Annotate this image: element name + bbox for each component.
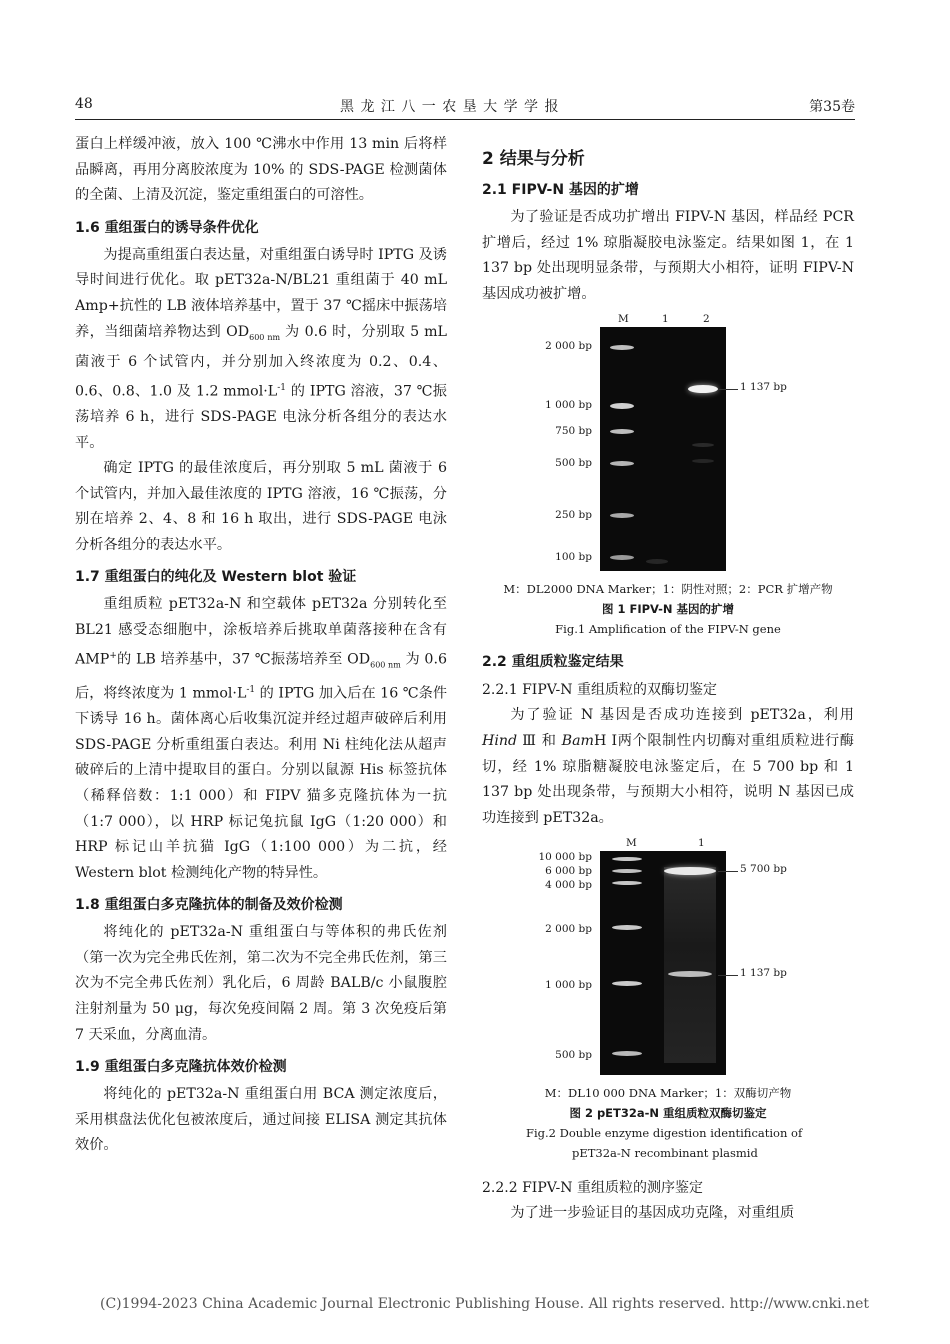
paragraph-continued: 蛋白上样缓冲液，放入 100 ℃沸水中作用 13 min 后将样品瞬离，再用分离胶浓度为 10% 的 SDS-PAGE 检测菌体的全菌、上清及沉淀，鉴定重组蛋白的可溶性。 [75, 136, 447, 204]
section-1-9-heading: 1.9 重组蛋白多克隆抗体效价检测 [75, 1059, 287, 1076]
fig1-lane-m: M [618, 313, 629, 326]
fig1-lane-2: 2 [703, 313, 710, 326]
fig1-gel-image [600, 327, 726, 571]
fig2-marker-10000: 10 000 bp [538, 851, 592, 864]
fig1-marker-1000: 1 000 bp [545, 399, 592, 412]
fig2-marker-500: 500 bp [555, 1049, 592, 1062]
right-column [482, 132, 854, 1227]
figure-2-title-en-line2: pET32a-N recombinant plasmid [572, 1146, 758, 1161]
section-1-8-heading: 1.8 重组蛋白多克隆抗体的制备及效价检测 [75, 897, 343, 914]
fig1-marker-250: 250 bp [555, 509, 592, 522]
section-2-2-2-paragraph: 为了进一步验证目的基因成功克隆，对重组质 [510, 1205, 795, 1222]
figure-2-legend: M：DL10 000 DNA Marker；1：双酶切产物 [544, 1086, 792, 1101]
fig2-lane-m: M [626, 837, 637, 850]
fig2-marker-2000: 2 000 bp [545, 923, 592, 936]
journal-title: 黑 龙 江 八 一 农 垦 大 学 学 报 [340, 99, 560, 115]
section-2-2-1-heading: 2.2.1 FIPV-N 重组质粒的双酶切鉴定 [482, 682, 717, 699]
figure-2-gel [482, 837, 854, 1079]
fig1-band-label: 1 137 bp [740, 381, 787, 394]
figure-2-title-cn: 图 2 pET32a-N 重组质粒双酶切鉴定 [569, 1106, 767, 1121]
fig2-marker-1000: 1 000 bp [545, 979, 592, 992]
section-2-1-heading: 2.1 FIPV-N 基因的扩增 [482, 182, 639, 198]
figure-1-gel [482, 313, 854, 575]
copyright-footer: (C)1994-2023 China Academic Journal Electronic Publishing House. All rights reserved. http://www.cnki.net [100, 1296, 870, 1312]
fig1-band-pointer [718, 389, 738, 390]
fig2-lane-1: 1 [698, 837, 705, 850]
fig1-marker-500: 500 bp [555, 457, 592, 470]
section-1-6-paragraph-1: 为提高重组蛋白表达量，对重组蛋白诱导时 IPTG 及诱导时间进行优化。取 pET32a-N/BL21 重组菌于 40 mL Amp+抗性的 LB 液体培养基中，置于 37 ℃摇床中振荡培养，当细菌培养物达到 $OD_{600 nm}$ 为 0.6 时，分别取 5 mL 菌液于 6 个试管内，并分别加入终浓度为 0.2、0.4、0.6、0.8、1.0 及 1.2 $mmol\cdot L^{-1}$ 的 IPTG 溶液，37 ℃振荡培养 6 h，进行 SDS-PAGE 电泳分析各组分的表达水平。 [75, 246, 447, 451]
section-1-8-paragraph: 将纯化的 pET32a-N 重组蛋白与等体积的弗氏佐剂（第一次为完全弗氏佐剂，第二次为不完全弗氏佐剂，第三次为不完全弗氏佐剂）乳化后，6 周龄 BALB/c 小鼠腹腔注射剂量为 50 μg，每次免疫间隔 2 周。第 3 次免疫后第 7 天采血，分离血清。 [75, 924, 447, 1043]
section-2-2-2-heading: 2.2.2 FIPV-N 重组质粒的测序鉴定 [482, 1180, 703, 1197]
fig2-marker-6000: 6 000 bp [545, 865, 592, 878]
section-2-heading: 2 结果与分析 [482, 149, 585, 169]
fig2-gel-image [600, 851, 726, 1075]
figure-2-title-en-line1: Fig.2 Double enzyme digestion identification of [526, 1126, 803, 1141]
figure-1-legend: M：DL2000 DNA Marker；1：阴性对照；2：PCR 扩增产物 [503, 582, 833, 597]
fig2-band-label-1: 5 700 bp [740, 863, 787, 876]
section-2-2-heading: 2.2 重组质粒鉴定结果 [482, 654, 624, 671]
section-1-7-heading: 1.7 重组蛋白的纯化及 Western blot 验证 [75, 569, 357, 586]
volume-number: 第35卷 [809, 99, 855, 115]
figure-1-title-cn: 图 1 FIPV-N 基因的扩增 [601, 602, 735, 617]
fig2-band-pointer-2 [718, 975, 738, 976]
fig1-marker-750: 750 bp [555, 425, 592, 438]
fig2-marker-4000: 4 000 bp [545, 879, 592, 892]
fig2-band-label-2: 1 137 bp [740, 967, 787, 980]
fig1-marker-100: 100 bp [555, 551, 592, 564]
section-2-1-paragraph: 为了验证是否成功扩增出 FIPV-N 基因，样品经 PCR 扩增后，经过 1% 琼脂凝胶电泳鉴定。结果如图 1，在 1 137 bp 处出现明显条带，与预期大小相符，证明 FIPV-N 基因成功被扩增。 [482, 209, 854, 302]
figure-1-title-en: Fig.1 Amplification of the FIPV-N gene [555, 622, 781, 637]
section-1-9-paragraph: 将纯化的 pET32a-N 重组蛋白用 BCA 测定浓度后，采用棋盘法优化包被浓度后，通过间接 ELISA 测定其抗体效价。 [75, 1086, 447, 1154]
left-column [75, 132, 447, 1159]
fig1-lane-1: 1 [662, 313, 669, 326]
section-1-6-heading: 1.6 重组蛋白的诱导条件优化 [75, 219, 259, 236]
section-2-2-1-paragraph: 为了验证 N 基因是否成功连接到 pET32a，利用 Hind Ⅲ 和 BamH Ⅰ两个限制性内切酶对重组质粒进行酶切，经 1% 琼脂糖凝胶电泳鉴定后，在 5 700 bp 和 1 137 bp 处出现条带，与预期大小相符，说明 N 基因已成功连接到 pET32a。 [482, 707, 854, 826]
header-rule [75, 119, 855, 120]
section-1-7-paragraph: 重组质粒 pET32a-N 和空载体 pET32a 分别转化至 BL21 感受态细胞中，涂板培养后挑取单菌落接种在含有 AMP+的 LB 培养基中，37 ℃振荡培养至 $OD_{600 nm}$ 为 0.6 后，将终浓度为 1 $mmol\cdot L^{-1}$ 的 IPTG 加入后在 16 ℃条件下诱导 16 h。菌体离心后收集沉淀并经过超声破碎后利用 SDS-PAGE 分析重组蛋白表达。利用 Ni 柱纯化法从超声破碎后的上清中提取目的蛋白。分别以鼠源 His 标签抗体（稀释倍数：1:1 000）和 FIPV 猫多克隆抗体为一抗（1:7 000），以 HRP 标记兔抗鼠 IgG（1:20 000）和 HRP 标记山羊抗猫 IgG（1:100 000）为二抗，经 Western blot 检测纯化产物的特异性。 [75, 596, 448, 881]
section-1-6-paragraph-2: 确定 IPTG 的最佳浓度后，再分别取 5 mL 菌液于 6 个试管内，并加入最佳浓度的 IPTG 溶液，16 ℃振荡，分别在培养 2、4、8 和 16 h 取出，进行 SDS-PAGE 电泳分析各组分的表达水平。 [75, 460, 447, 553]
fig2-band-pointer-1 [718, 871, 738, 872]
fig1-marker-2000: 2 000 bp [545, 340, 592, 353]
page-number: 48 [75, 96, 93, 112]
